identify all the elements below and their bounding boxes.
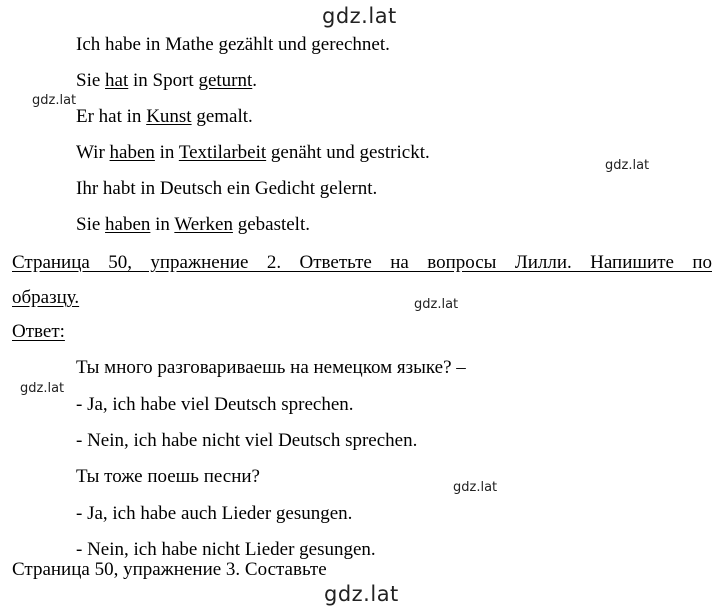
watermark-right-1: gdz.lat: [605, 158, 650, 173]
watermark-bottom: gdz.lat: [324, 582, 399, 606]
answer-line-3: - Nein, ich habe nicht viel Deutsch sprechen.: [76, 430, 418, 451]
watermark-left-1: gdz.lat: [32, 93, 77, 108]
sentence-5: [76, 178, 377, 200]
sentence-text: .: [252, 70, 258, 91]
sentence-text: in: [154, 142, 179, 163]
answer-line-1: Ты много разговариваешь на немецком языке? –: [76, 357, 466, 378]
underlined-word: geturnt: [198, 70, 253, 91]
underlined-word: Kunst: [146, 106, 192, 127]
underlined-word: Werken: [174, 214, 233, 235]
sentence-text: Sie: [76, 214, 106, 235]
sentence-text: Er hat in: [76, 106, 147, 127]
sentence-text: Wir: [76, 142, 110, 163]
sentence-3: [76, 106, 253, 128]
answer-line-4: Ты тоже поешь песни?: [76, 466, 260, 487]
sentence-6: [76, 214, 310, 236]
watermark-mid-1: gdz.lat: [414, 297, 459, 312]
watermark-top: gdz.lat: [322, 4, 397, 28]
answer-label: Ответ:: [12, 321, 65, 342]
cut-off-line: [12, 559, 327, 580]
underlined-word: hat: [105, 70, 129, 91]
sentence-2: [76, 70, 257, 92]
answer-line-6: - Nein, ich habe nicht Lieder gesungen.: [76, 539, 376, 560]
underlined-word: haben: [109, 142, 155, 163]
answer-line-5: - Ja, ich habe auch Lieder gesungen.: [76, 503, 353, 524]
watermark-mid-2: gdz.lat: [453, 480, 498, 495]
sentence-text: Ihr habt in Deutsch ein Gedicht gelernt.: [76, 178, 378, 199]
underlined-word: haben: [105, 214, 151, 235]
sentence-1: [76, 34, 390, 56]
sentence-text: genäht und gestrickt.: [266, 142, 430, 163]
task-heading-line-1: Страница 50, упражнение 2. Ответьте на вопросы Лилли. Напишите по: [12, 252, 712, 273]
sentence-text: Ich habe in Mathe gezählt und gerechnet.: [76, 34, 390, 55]
sentence-4: [76, 142, 430, 164]
sentence-text: gebastelt.: [232, 214, 310, 235]
task-heading-line-2: образцу.: [12, 287, 80, 308]
underlined-word: Textilarbeit: [178, 142, 267, 163]
cut-off-text: Страница 50, упражнение 3. Составьте: [12, 559, 327, 580]
sentence-text: in: [150, 214, 175, 235]
answer-line-2: - Ja, ich habe viel Deutsch sprechen.: [76, 394, 354, 415]
sentence-text: gemalt.: [191, 106, 253, 127]
watermark-left-2: gdz.lat: [20, 381, 65, 396]
sentence-text: Sie: [76, 70, 106, 91]
sentence-text: in Sport: [128, 70, 199, 91]
